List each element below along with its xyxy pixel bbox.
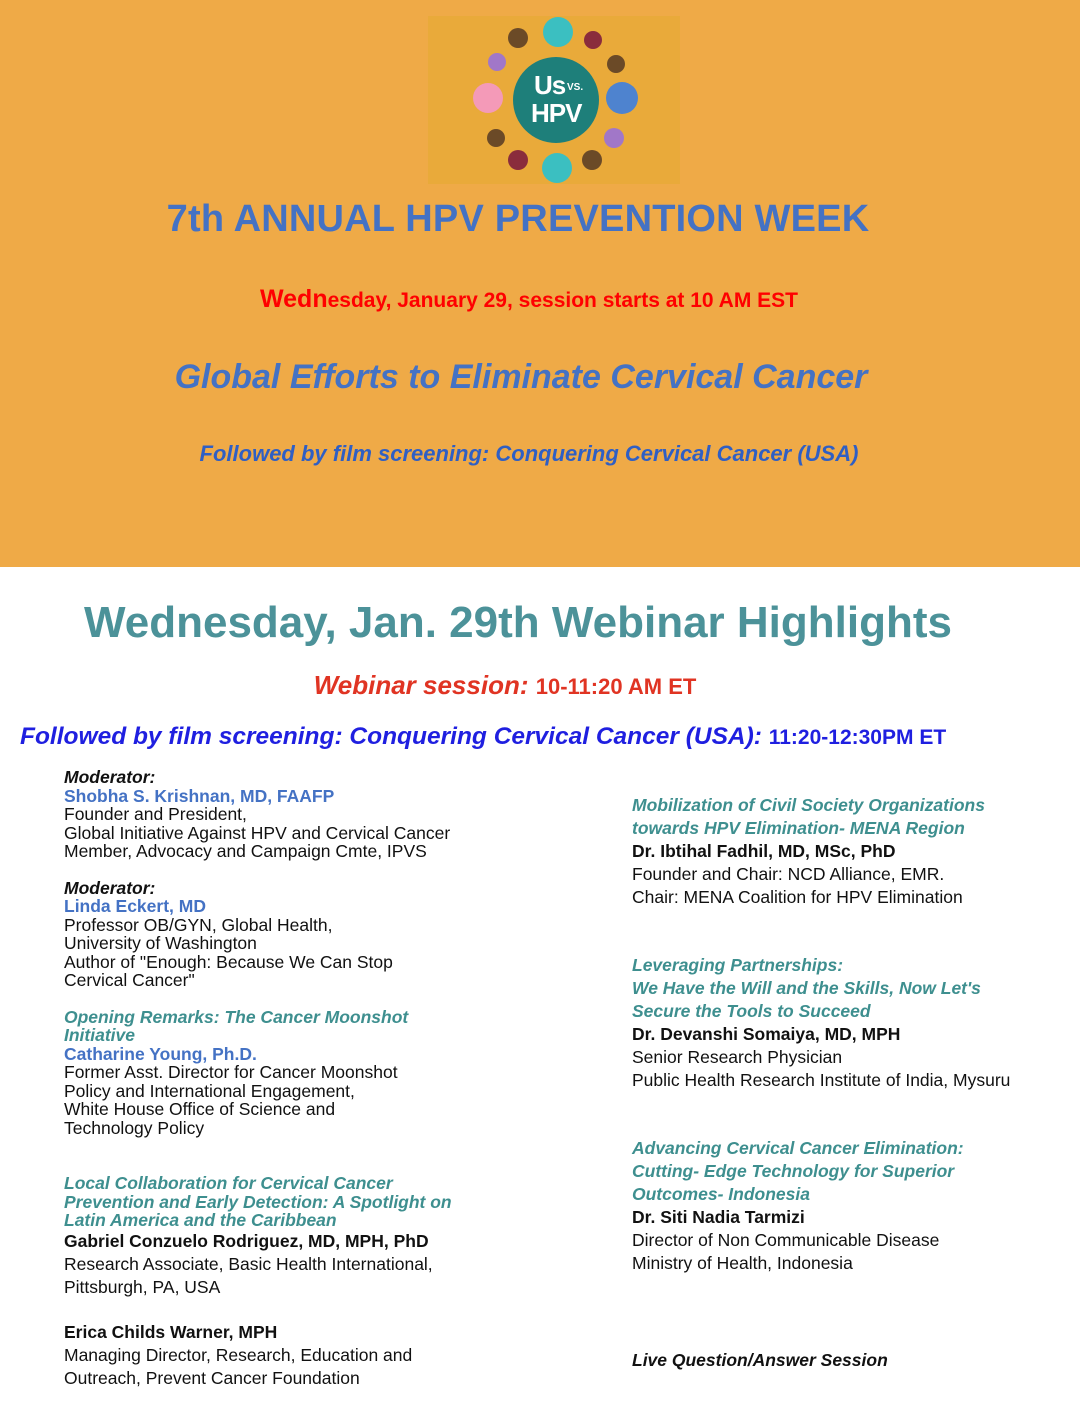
session-topic: Opening Remarks: The Cancer Moonshot [64, 1006, 409, 1027]
session-topic-line: We Have the Will and the Skills, Now Let's [632, 978, 981, 998]
speaker-name: Erica Childs Warner, MPH [64, 1321, 278, 1342]
session-topic-line: Secure the Tools to Succeed [632, 1001, 871, 1021]
moderator-2 [64, 879, 584, 990]
session-topic-line: towards HPV Elimination- MENA Region [632, 818, 965, 838]
moderator-detail: University of Washington [64, 933, 257, 953]
speaker-detail: Research Associate, Basic Health International, [64, 1253, 433, 1274]
speaker-detail: Former Asst. Director for Cancer Moonshot [64, 1062, 398, 1082]
speaker-detail: White House Office of Science and [64, 1099, 336, 1119]
session-topic-line: Outcomes- Indonesia [632, 1184, 810, 1204]
session-topic-line: Leveraging Partnerships: [632, 955, 844, 975]
session-date-lead: Wedn [260, 285, 328, 313]
highlights-heading: Wednesday, Jan. 29th Webinar Highlights [84, 598, 952, 647]
session-topic-line: Advancing Cervical Cancer Elimination: [632, 1138, 964, 1158]
session-topic-line: Cutting- Edge Technology for Superior [632, 1161, 955, 1181]
speaker-name: Dr. Ibtihal Fadhil, MD, MSc, PhD [632, 841, 896, 861]
speaker-detail: Director of Non Communicable Disease [632, 1230, 940, 1250]
logo-text-us: Us [534, 70, 566, 100]
session-topic: Initiative [64, 1025, 135, 1045]
partnerships-session [632, 954, 1072, 1092]
local-collaboration [64, 1174, 584, 1390]
session-topic: Latin America and the Caribbean [64, 1210, 337, 1230]
webinar-session-label: Webinar session: [313, 670, 536, 700]
speaker-detail: Pittsburgh, PA, USA [64, 1276, 221, 1297]
webinar-session-times: 10-11:20 AM ET [535, 674, 697, 699]
speaker-name: Catharine Young, Ph.D. [64, 1043, 257, 1064]
event-banner [0, 0, 1080, 567]
qa-label: Live Question/Answer Session [632, 1350, 888, 1370]
film-screening-note: Followed by film screening: Conquering Cervical Cancer (USA) [199, 441, 859, 466]
speaker-detail: Public Health Research Institute of India, Mysuru [632, 1070, 1011, 1090]
logo-wordmark [428, 16, 680, 184]
session-date-rest: esday, January 29, session starts at 10 AM EST [327, 289, 798, 312]
us-vs-hpv-logo [428, 16, 680, 184]
film-screening-line [20, 723, 1070, 751]
indonesia-session [632, 1137, 1072, 1275]
speaker-detail: Founder and Chair: NCD Alliance, EMR. [632, 864, 945, 884]
moderator-detail: Founder and President, [64, 804, 247, 824]
logo-text-vs: VS. [567, 82, 584, 93]
moderator-label: Moderator: [64, 767, 156, 787]
moderator-label: Moderator: [64, 877, 156, 898]
session-subtitle: Global Efforts to Eliminate Cervical Cancer [174, 358, 868, 396]
speaker-erica [64, 1321, 584, 1390]
opening-remarks [64, 1008, 584, 1138]
session-topic: Local Collaboration for Cervical Cancer [64, 1173, 393, 1193]
webinar-session-line [0, 670, 1010, 701]
moderator-detail: Author of "Enough: Because We Can Stop [64, 951, 393, 972]
session-date [0, 285, 1058, 314]
speaker-detail: Chair: MENA Coalition for HPV Elimination [632, 887, 963, 907]
mena-session [632, 794, 1072, 909]
speaker-name: Dr. Devanshi Somaiya, MD, MPH [632, 1024, 901, 1044]
left-column [64, 768, 584, 1390]
speaker-detail: Ministry of Health, Indonesia [632, 1253, 853, 1273]
moderator-1 [64, 768, 584, 861]
session-topic-line: Mobilization of Civil Society Organizations [632, 795, 985, 815]
session-topic [632, 954, 1072, 1023]
speaker-detail: Outreach, Prevent Cancer Foundation [64, 1367, 360, 1388]
speaker-detail: Senior Research Physician [632, 1047, 843, 1067]
qa-session [632, 1349, 1072, 1372]
moderator-detail: Member, Advocacy and Campaign Cmte, IPVS [64, 841, 427, 861]
logo-text-hpv: HPV [531, 98, 582, 128]
speaker-name: Dr. Siti Nadia Tarmizi [632, 1207, 805, 1227]
right-column [632, 794, 1072, 1275]
film-screening-label: Followed by film screening: Conquering Cervical Cancer (USA): [20, 723, 769, 750]
session-topic [632, 1137, 1072, 1206]
speaker-gabriel [64, 1230, 584, 1299]
session-topic [632, 794, 1072, 840]
speaker-name: Gabriel Conzuelo Rodriguez, MD, MPH, PhD [64, 1230, 429, 1251]
speaker-detail: Managing Director, Research, Education and [64, 1344, 413, 1365]
moderator-detail: Professor OB/GYN, Global Health, [64, 914, 333, 935]
page-title: 7th ANNUAL HPV PREVENTION WEEK [166, 198, 870, 240]
speaker-detail: Technology Policy [64, 1117, 205, 1138]
speaker-detail: Policy and International Engagement, [64, 1080, 355, 1101]
moderator-name: Linda Eckert, MD [64, 896, 206, 916]
film-screening-times: 11:20-12:30PM ET [768, 726, 947, 749]
moderator-detail: Global Initiative Against HPV and Cervical Cancer [64, 822, 451, 843]
moderator-detail: Cervical Cancer" [64, 970, 195, 990]
moderator-name: Shobha S. Krishnan, MD, FAAFP [64, 785, 335, 806]
session-topic: Prevention and Early Detection: A Spotlight on [64, 1191, 452, 1212]
